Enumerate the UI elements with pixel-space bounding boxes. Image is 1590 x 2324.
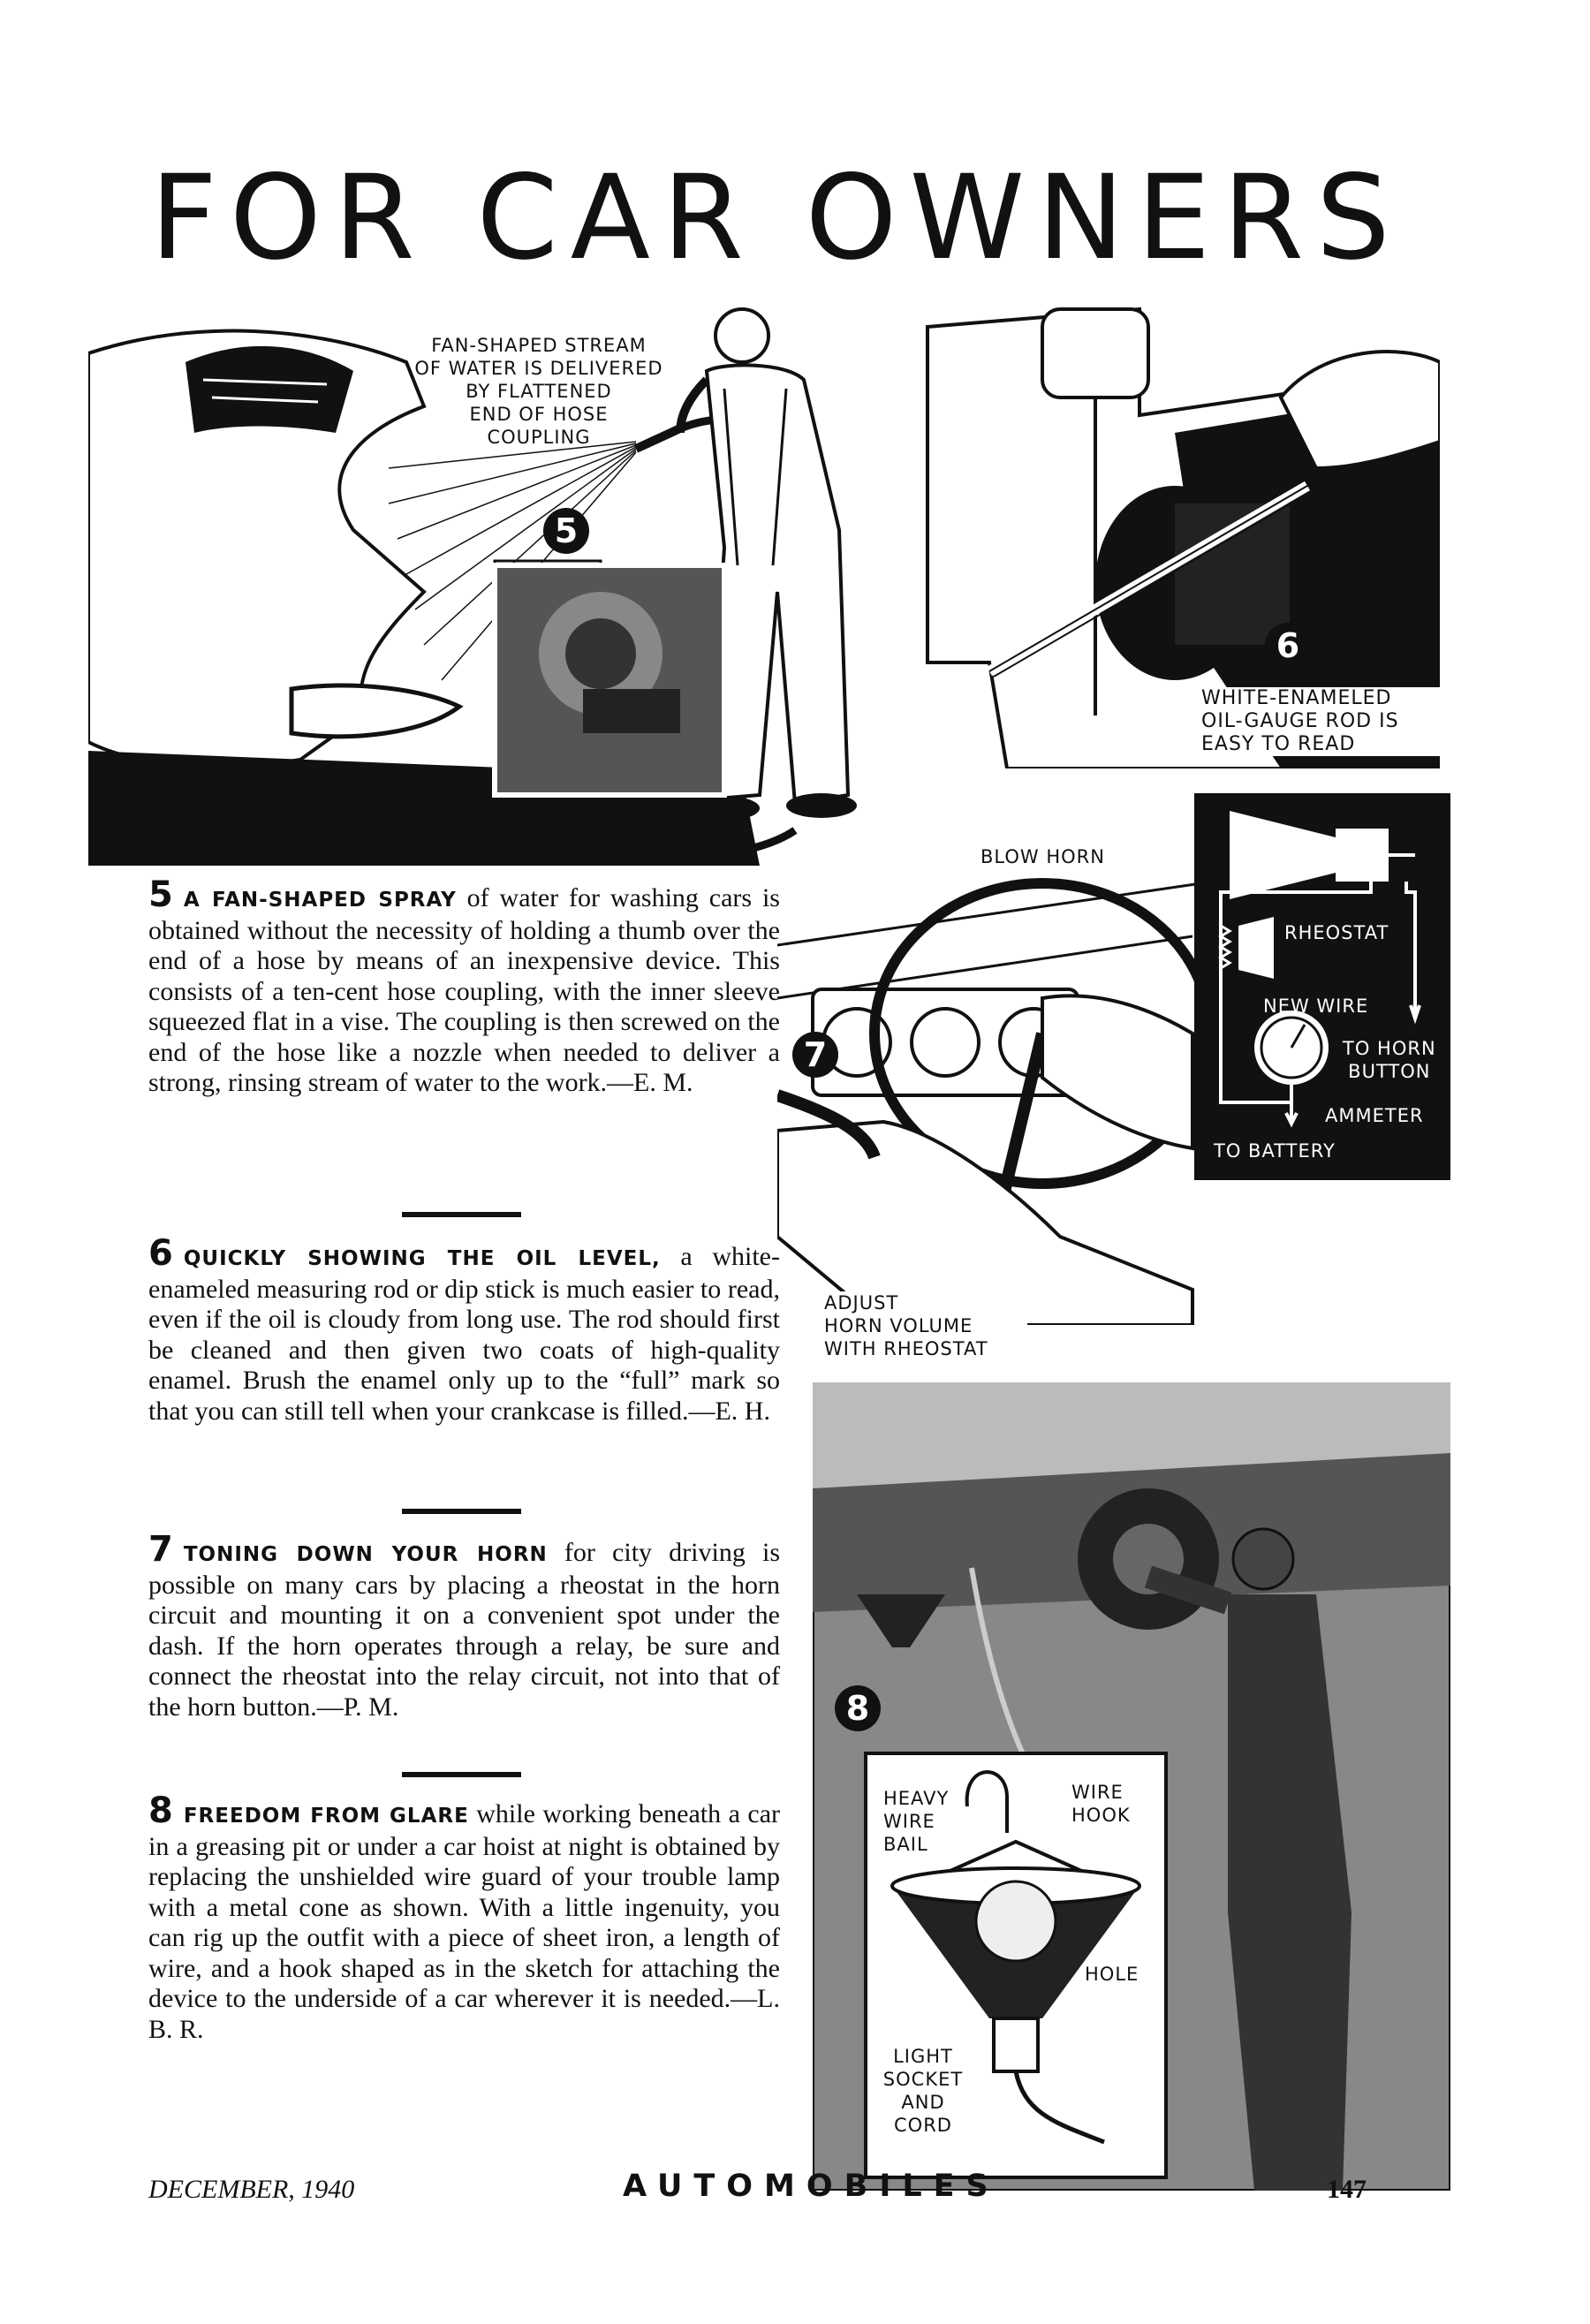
article-7-heading: TONING DOWN YOUR HORN bbox=[183, 1543, 548, 1566]
diagram-to-battery-label: TO BATTERY bbox=[1214, 1140, 1336, 1162]
diagram-to-horn-button-label: TO HORN BUTTON bbox=[1343, 1038, 1436, 1082]
article-5-number: 5 bbox=[148, 874, 173, 915]
article-7 bbox=[148, 1529, 780, 1722]
article-6-heading: QUICKLY SHOWING THE OIL LEVEL, bbox=[183, 1247, 661, 1270]
figure-8-light-socket-label: LIGHT SOCKET AND CORD bbox=[882, 2046, 964, 2136]
figure-8-hole-label: HOLE bbox=[1085, 1964, 1140, 1985]
footer-date: DECEMBER, 1940 bbox=[148, 2175, 355, 2204]
figure-8-heavy-wire-bail-label: HEAVY WIRE BAIL bbox=[883, 1788, 950, 1855]
section-divider bbox=[402, 1509, 521, 1514]
footer-page-number: 147 bbox=[1327, 2175, 1367, 2204]
figure-7-adjust-label: ADJUST HORN VOLUME WITH RHEOSTAT bbox=[824, 1291, 1027, 1360]
article-8-body: while working beneath a car in a greasing pit or under a car hoist at night is obtained by replacing the unshielded wire guard of your trouble lamp with a metal cone as shown. With a little ingenuity, you can rig up the outfit with a piece of sheet iron, a length of wire, and a hook shaped as in the sketch for attaching the device to the underside of a car wherever it is needed.—L. B. R. bbox=[148, 1799, 780, 2044]
rheostat-wiring-diagram bbox=[1194, 793, 1450, 1180]
page-title: FOR CAR OWNERS bbox=[150, 150, 1403, 286]
article-6 bbox=[148, 1233, 780, 1427]
section-divider bbox=[402, 1212, 521, 1217]
figure-6-caption: WHITE-ENAMELED OIL-GAUGE ROD IS EASY TO READ bbox=[1201, 687, 1458, 756]
article-5 bbox=[148, 874, 780, 1099]
article-5-body: of water for washing cars is obtained without the necessity of holding a thumb over the end of a hose by means of an inexpensive device. This consists of a ten-cent hose coupling, with the inner sleeve squeezed flat in a vise. The coupling is then screwed on the end of the hose like a nozzle when needed to deliver a strong, rinsing stream of water to the work.—E. M. bbox=[148, 883, 780, 1097]
article-8 bbox=[148, 1790, 780, 2045]
article-6-body: a white-enameled measuring rod or dip stick is much easier to read, even if the oil is cloudy from long use. The rod should first be cleaned and then given two coats of high-quality enamel. Brush the enamel only up to the “full” mark so that you can still tell when your crankcase is filled.—E. H. bbox=[148, 1242, 780, 1426]
article-8-heading: FREEDOM FROM GLARE bbox=[183, 1805, 469, 1828]
figure-5-badge: 5 bbox=[543, 508, 589, 554]
section-divider bbox=[402, 1772, 521, 1777]
figure-8-wire-hook-label: WIRE HOOK bbox=[1071, 1782, 1131, 1826]
article-8-number: 8 bbox=[148, 1790, 173, 1831]
diagram-rheostat-label: RHEOSTAT bbox=[1284, 922, 1389, 943]
article-7-body: for city driving is possible on many cars by placing a rheostat in the horn circuit and mounting it on a convenient spot under the dash. If the horn operates through a relay, be sure and connect the rheostat into the relay circuit, not into that of the horn button.—P. M. bbox=[148, 1538, 780, 1722]
figure-8-badge: 8 bbox=[835, 1685, 881, 1731]
figure-7-badge: 7 bbox=[792, 1032, 838, 1078]
article-5-heading: A FAN-SHAPED SPRAY bbox=[183, 889, 457, 912]
footer-section: AUTOMOBILES bbox=[623, 2169, 1000, 2204]
article-7-number: 7 bbox=[148, 1529, 173, 1570]
diagram-ammeter-label: AMMETER bbox=[1325, 1105, 1424, 1126]
figure-7-dashboard-illustration bbox=[777, 830, 1201, 1325]
diagram-new-wire-label: NEW WIRE bbox=[1263, 995, 1369, 1017]
figure-5-caption: FAN-SHAPED STREAM OF WATER IS DELIVERED BY FLATTENED END OF HOSE COUPLING bbox=[414, 335, 663, 448]
figure-6-badge: 6 bbox=[1265, 623, 1311, 669]
figure-7-blow-horn-label: BLOW HORN bbox=[980, 846, 1105, 867]
article-6-number: 6 bbox=[148, 1233, 173, 1274]
